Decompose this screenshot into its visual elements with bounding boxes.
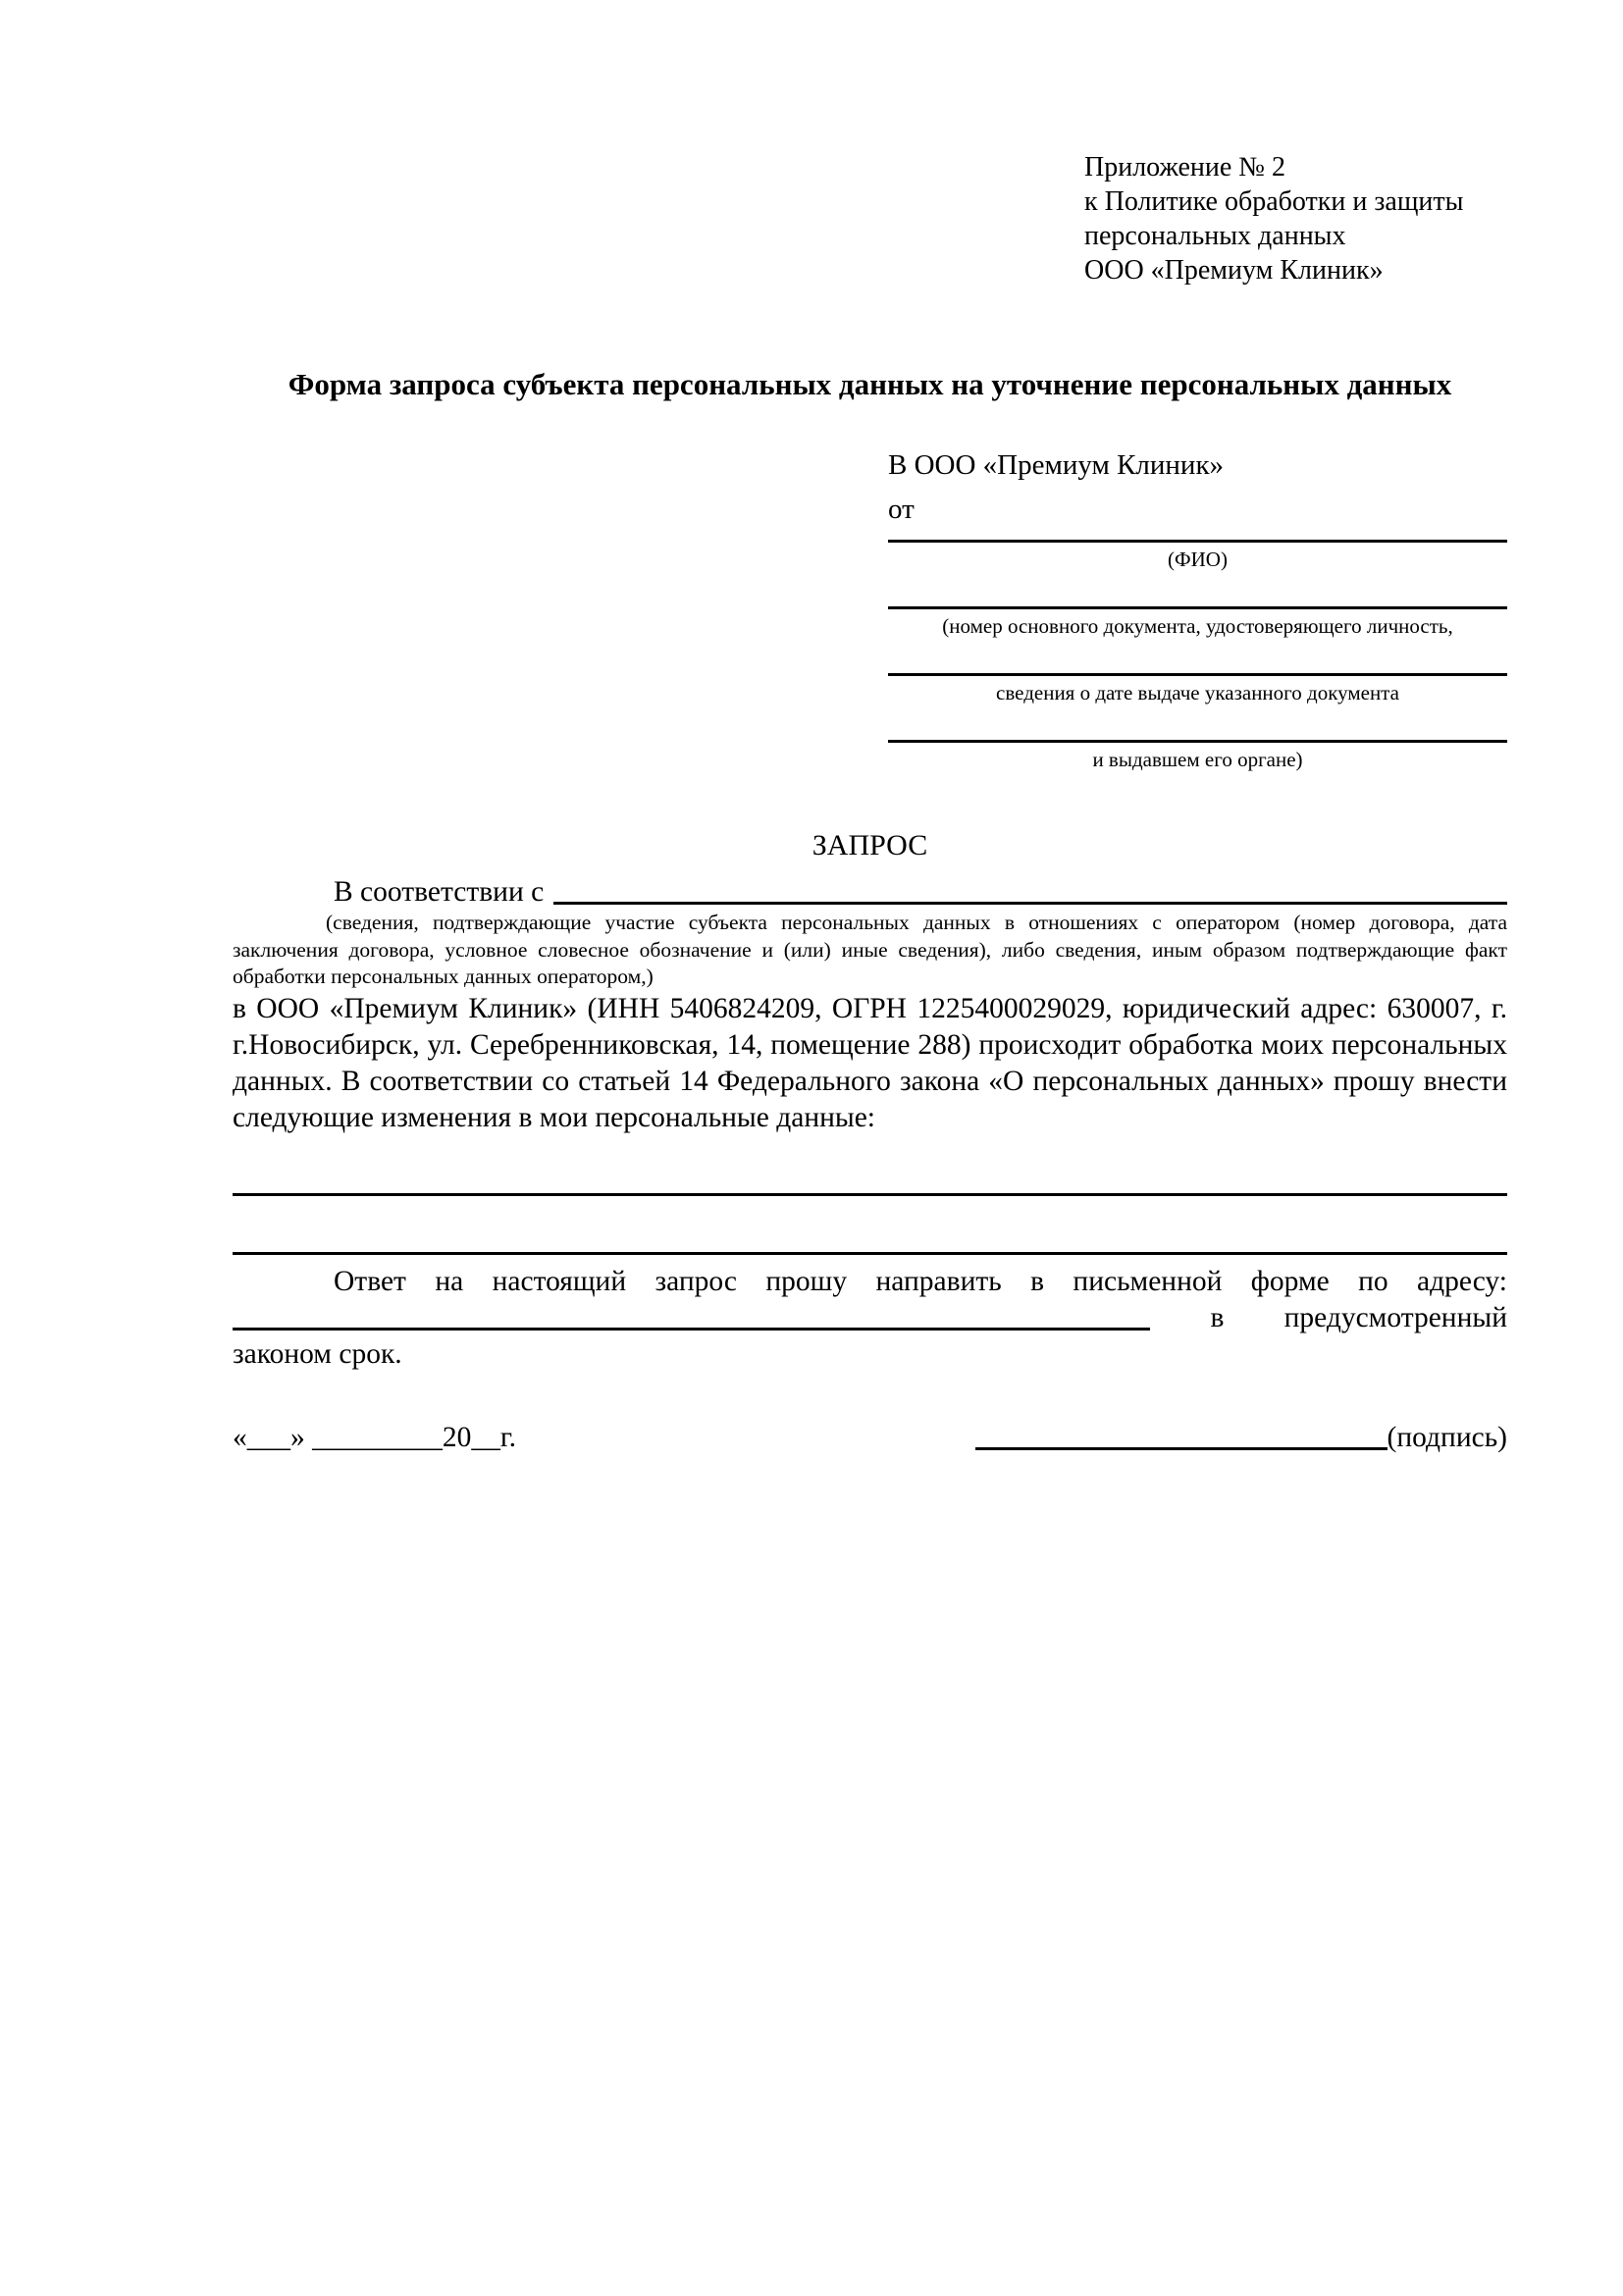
identity-fields bbox=[888, 538, 1507, 773]
addressee-to: В ООО «Премиум Клиник» bbox=[888, 449, 1225, 481]
issue-date-field bbox=[888, 671, 1507, 706]
reply-paragraph-line3: законом срок. bbox=[233, 1337, 402, 1370]
reply-word-predusmotrenny: предусмотренный bbox=[1283, 1301, 1507, 1333]
body-paragraph: в ООО «Премиум Клиник» (ИНН 5406824209, ОГРН 1225400029029, юридический адрес: 630007, г. г.Новосибирск, ул. Серебренниковская, 14, помещение 288) происходит обработка моих персональных данных. В соответствии со статьей 14 Федерального закона «О персональных данных» прошу внести следующие изменения в мои персональные данные: bbox=[233, 992, 1507, 1133]
address-blank-line[interactable] bbox=[233, 1328, 1150, 1331]
issuing-authority-caption: и выдавшем его органе) bbox=[1092, 748, 1303, 771]
issuing-authority-field bbox=[888, 738, 1507, 773]
addressee-block bbox=[888, 444, 1507, 532]
footnote: (сведения, подтверждающие участие субъекта персональных данных в отношениях с оператором (номер договора, дата заключения договора, условное словесное обозначение и (или) иные сведения), либо сведения, иным образом подтверждающие факт обработки персональных данных оператором,) bbox=[233, 911, 1507, 988]
accordance-blank-line[interactable] bbox=[553, 902, 1507, 905]
issuing-authority-blank-line[interactable] bbox=[888, 738, 1507, 743]
signature-group bbox=[975, 1420, 1507, 1456]
appendix-line: к Политике обработки и защиты bbox=[1084, 186, 1464, 217]
accordance-prefix: В соответствии с bbox=[334, 876, 545, 908]
issue-date-caption: сведения о дате выдаче указанного документа bbox=[996, 681, 1399, 704]
reply-word-v: в bbox=[1210, 1301, 1225, 1333]
appendix-block bbox=[1084, 150, 1507, 287]
issue-date-blank-line[interactable] bbox=[888, 671, 1507, 676]
appendix-line: персональных данных bbox=[1084, 221, 1346, 251]
signature-caption: (подпись) bbox=[1387, 1421, 1507, 1453]
accordance-row bbox=[233, 874, 1507, 910]
signature-blank-line[interactable] bbox=[975, 1447, 1387, 1450]
date-blank[interactable]: «___» _________20__г. bbox=[233, 1421, 517, 1453]
reply-paragraph-line1: Ответ на настоящий запрос прошу направить в письменной форме по адресу: bbox=[334, 1265, 1507, 1297]
fio-caption: (ФИО) bbox=[1168, 548, 1228, 571]
fio-blank-line[interactable] bbox=[888, 538, 1507, 543]
id-document-blank-line[interactable] bbox=[888, 604, 1507, 609]
changes-blank-line-1[interactable] bbox=[233, 1193, 1507, 1196]
reply-paragraph-line2 bbox=[233, 1300, 1507, 1336]
request-heading: ЗАПРОС bbox=[812, 829, 928, 861]
appendix-line: ООО «Премиум Клиник» bbox=[1084, 255, 1384, 286]
id-document-caption: (номер основного документа, удостоверяющего личность, bbox=[942, 614, 1453, 638]
changes-blank-line-2[interactable] bbox=[233, 1252, 1507, 1255]
appendix-line: Приложение № 2 bbox=[1084, 152, 1285, 183]
signature-row bbox=[233, 1420, 1507, 1456]
document-title: Форма запроса субъекта персональных данных на уточнение персональных данных bbox=[288, 367, 1452, 401]
addressee-from-label: от bbox=[888, 494, 915, 525]
fio-field bbox=[888, 538, 1507, 573]
id-document-field bbox=[888, 604, 1507, 640]
